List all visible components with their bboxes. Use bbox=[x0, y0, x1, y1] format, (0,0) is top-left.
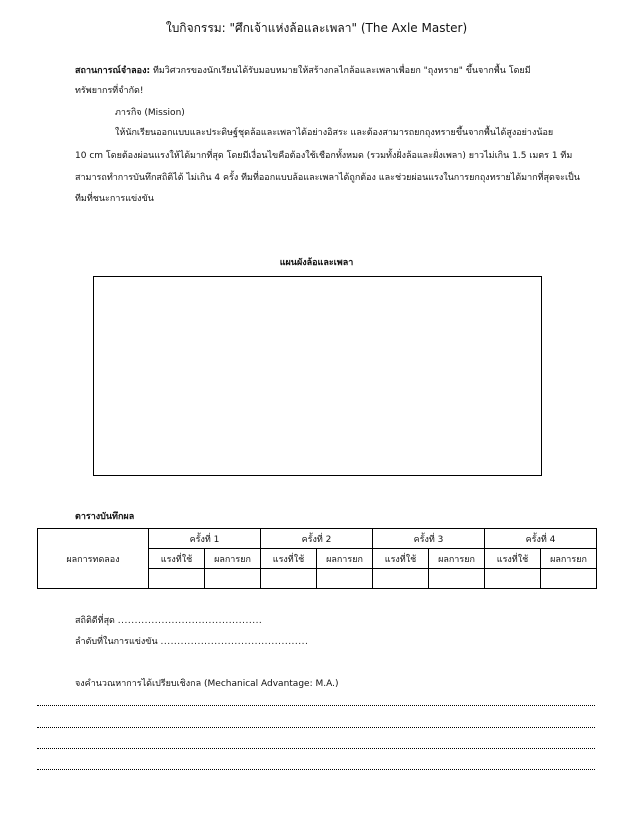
ma-prompt: จงคำนวณหาการได้เปรียบเชิงกล (Mechanical Advantage: M.A.) bbox=[75, 679, 339, 689]
force-header: แรงที่ใช้ bbox=[261, 549, 317, 569]
lift-header: ผลการยก bbox=[317, 549, 373, 569]
table-header-row bbox=[38, 529, 597, 549]
mission-line-2: 10 cm โดยต้องผ่อนแรงให้ได้มากที่สุด โดยมีเงื่อนไขคือต้องใช้เชือกทั้งหมด (รวมทั้งฝั่งล้อและฝั่งเพลา) ยาวไม่เกิน 1.5 เมตร 1 ทีม bbox=[75, 151, 573, 161]
mission-line-4: ทีมที่ชนะการแข่งขัน bbox=[75, 194, 154, 204]
rank-blank[interactable]: ............................................ bbox=[160, 637, 309, 647]
mission-line-1: ให้นักเรียนออกแบบและประดิษฐ์ชุดล้อและเพลาได้อย่างอิสระ และต้องสามารถยกถุงทรายขึ้นจากพื้นได้สูงอย่างน้อย bbox=[115, 128, 554, 138]
lift-entry-cell[interactable] bbox=[317, 569, 373, 589]
mission-heading: ภารกิจ (Mission) bbox=[115, 108, 185, 118]
answer-line[interactable] bbox=[37, 705, 595, 706]
page-title: ใบกิจกรรม: "ศึกเจ้าแห่งล้อและเพลา" (The Axle Master) bbox=[165, 21, 468, 35]
lift-header: ผลการยก bbox=[205, 549, 261, 569]
trial-header: ครั้งที่ 2 bbox=[261, 529, 373, 549]
force-entry-cell[interactable] bbox=[373, 569, 429, 589]
mission-line-3: สามารถทำการบันทึกสถิติได้ ไม่เกิน 4 ครั้ง ทีมที่ออกแบบล้อและเพลาได้ถูกต้อง และช่วยผ่อนแรงในการยกถุงทรายได้มากที่สุดจะเป็น bbox=[75, 173, 580, 183]
force-header: แรงที่ใช้ bbox=[149, 549, 205, 569]
lift-entry-cell[interactable] bbox=[205, 569, 261, 589]
rank-line bbox=[75, 634, 308, 648]
results-table bbox=[37, 528, 597, 589]
answer-line[interactable] bbox=[37, 727, 595, 728]
force-entry-cell[interactable] bbox=[261, 569, 317, 589]
scenario-label: สถานการณ์จำลอง: bbox=[75, 66, 151, 76]
force-header: แรงที่ใช้ bbox=[373, 549, 429, 569]
scenario-line-2: ทรัพยากรที่จำกัด! bbox=[75, 86, 144, 96]
trial-header: ครั้งที่ 3 bbox=[373, 529, 485, 549]
plan-title: แผนผังล้อและเพลา bbox=[279, 258, 354, 268]
table-title: ตารางบันทึกผล bbox=[75, 512, 135, 522]
rank-label: ลำดับที่ในการแข่งขัน bbox=[75, 637, 158, 647]
lift-header: ผลการยก bbox=[429, 549, 485, 569]
force-header: แรงที่ใช้ bbox=[485, 549, 541, 569]
row-header-cell: ผลการทดลอง bbox=[38, 529, 149, 589]
trial-header: ครั้งที่ 1 bbox=[149, 529, 261, 549]
best-record-blank[interactable]: ........................................... bbox=[117, 616, 263, 626]
force-entry-cell[interactable] bbox=[485, 569, 541, 589]
lift-entry-cell[interactable] bbox=[429, 569, 485, 589]
force-entry-cell[interactable] bbox=[149, 569, 205, 589]
answer-line[interactable] bbox=[37, 748, 595, 749]
trial-header: ครั้งที่ 4 bbox=[485, 529, 597, 549]
best-record-label: สถิติดีที่สุด bbox=[75, 616, 115, 626]
lift-entry-cell[interactable] bbox=[541, 569, 597, 589]
scenario-text: ทีมวิศวกรของนักเรียนได้รับมอบหมายให้สร้างกลไกล้อและเพลาเพื่อยก "ถุงทราย" ขึ้นจากพื้น โดยมี bbox=[150, 66, 531, 76]
plan-drawing-box[interactable] bbox=[93, 276, 542, 476]
answer-line[interactable] bbox=[37, 769, 595, 770]
best-record-line bbox=[75, 613, 262, 627]
lift-header: ผลการยก bbox=[541, 549, 597, 569]
scenario-line-1 bbox=[75, 61, 605, 81]
